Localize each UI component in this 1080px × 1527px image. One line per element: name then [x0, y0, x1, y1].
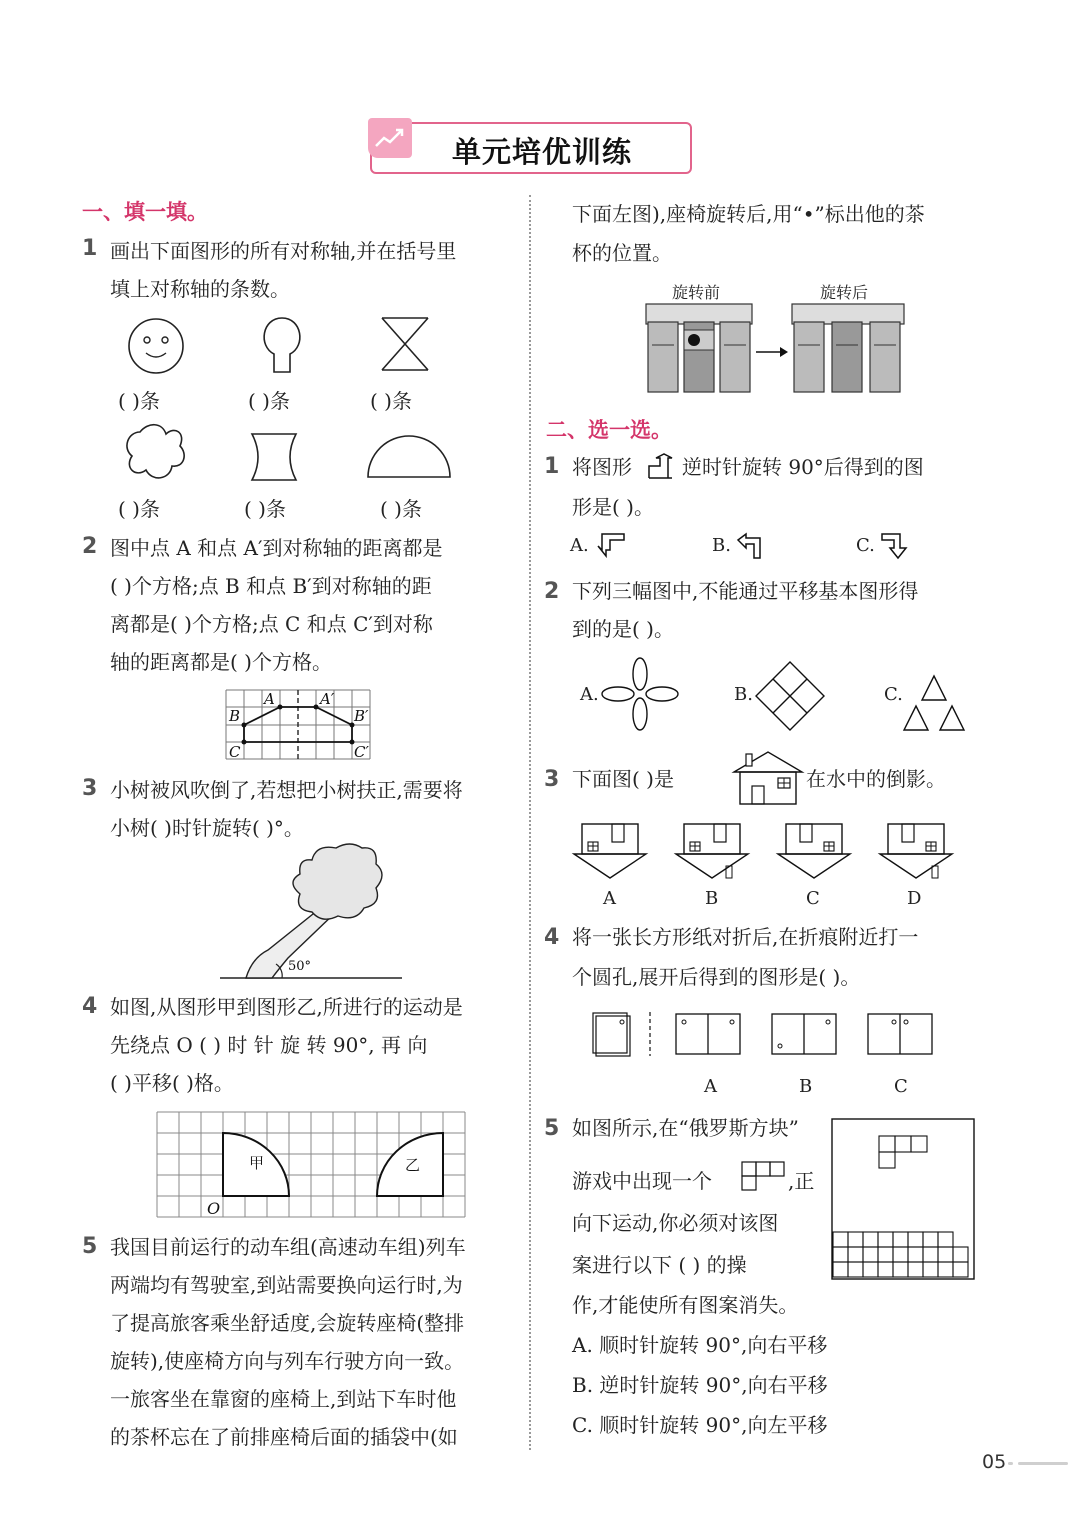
question-text: 作,才能使所有图案消失。: [572, 1293, 799, 1317]
question-text: 逆时针旋转 90°后得到的图: [682, 455, 924, 479]
question-text: 下面图( )是: [572, 767, 674, 791]
blank-count[interactable]: ( )条: [118, 497, 160, 521]
question-text: 小树被风吹倒了,若想把小树扶正,需要将: [110, 778, 463, 802]
option-label[interactable]: C: [806, 888, 820, 909]
label-jia: 甲: [249, 1154, 265, 1172]
question-number: 1: [82, 236, 98, 261]
question-text: 图中点 A 和点 A′到对称轴的距离都是: [110, 536, 443, 560]
tetris-board: [831, 1118, 975, 1280]
blank-count[interactable]: ( )条: [244, 497, 286, 521]
question-number: 4: [82, 994, 98, 1019]
question-text: 的茶杯忘在了前排座椅后面的插袋中(如: [110, 1425, 458, 1449]
grid-label: A′: [320, 690, 335, 708]
page-number-dot: [1008, 1462, 1013, 1465]
grid-label: A: [264, 690, 275, 708]
question-number: 1: [544, 454, 560, 479]
page-number: 05: [982, 1451, 1007, 1473]
option-label[interactable]: B: [799, 1076, 813, 1097]
grid-label: B′: [354, 707, 369, 725]
option-label[interactable]: D: [907, 888, 922, 909]
symmetry-grid: [226, 690, 372, 760]
option-a-shape[interactable]: [596, 532, 626, 558]
question-number: 2: [82, 534, 98, 559]
tetris-piece-inline: [740, 1160, 788, 1192]
question-number: 5: [82, 1234, 98, 1259]
option-label[interactable]: A: [704, 1076, 717, 1097]
question-text: 案进行以下 ( ) 的操: [572, 1253, 747, 1277]
option-a[interactable]: A.: [580, 684, 599, 705]
question-text: 在水中的倒影。: [806, 767, 946, 791]
spool-shape: [252, 434, 296, 480]
blank-count[interactable]: ( )条: [380, 497, 422, 521]
reflection-c: [778, 824, 850, 878]
question-text: ,正: [788, 1169, 815, 1193]
folded-paper: [593, 1013, 630, 1056]
option-b-diamonds[interactable]: [752, 660, 828, 734]
option-b-shape[interactable]: [736, 532, 766, 560]
question-text: 如图所示,在“俄罗斯方块”: [572, 1116, 799, 1140]
option-b[interactable]: B.: [734, 684, 753, 705]
section-heading-fill: 一、填一填。: [82, 200, 208, 224]
keyhole-shape: [264, 318, 300, 372]
page-title: 单元培优训练: [451, 135, 632, 169]
question-number: 3: [82, 776, 98, 801]
question-text: 离都是( )个方格;点 C 和点 C′到对称: [110, 612, 433, 636]
question-text: 如图,从图形甲到图形乙,所进行的运动是: [110, 995, 463, 1019]
question-text: 下面左图),座椅旋转后,用“•”标出他的茶: [572, 202, 925, 226]
option-c[interactable]: C. 顺时针旋转 90°,向左平移: [572, 1413, 828, 1437]
four-petal-shape: [127, 425, 184, 478]
question-number: 5: [544, 1116, 560, 1141]
question-text: 杯的位置。: [572, 241, 672, 265]
question-text: 两端均有驾驶室,到站需要换向运行时,为: [110, 1273, 463, 1297]
question-text: ( )个方格;点 B 和点 B′到对称轴的距: [110, 574, 432, 598]
question-text: 我国目前运行的动车组(高速动车组)列车: [110, 1235, 466, 1259]
section-heading-choose: 二、选一选。: [546, 418, 672, 442]
option-c-shape[interactable]: [880, 532, 910, 560]
option-label[interactable]: C: [894, 1076, 908, 1097]
seats-after: [792, 304, 904, 392]
reflection-a: [574, 824, 646, 878]
house-figure: [732, 750, 804, 806]
question-text: 填上对称轴的条数。: [110, 277, 290, 301]
label-yi: 乙: [405, 1156, 421, 1174]
fallen-tree-figure: [216, 840, 406, 982]
question-number: 4: [544, 925, 560, 950]
question-text: 下列三幅图中,不能通过平移基本图形得: [572, 579, 919, 603]
question-text: 轴的距离都是( )个方格。: [110, 650, 332, 674]
train-seats-figure: [644, 300, 916, 396]
unfolded-c: [868, 1014, 932, 1054]
option-label[interactable]: A: [603, 888, 616, 909]
angle-label: 50°: [288, 959, 312, 974]
unfolded-a: [676, 1014, 740, 1054]
question-number: 2: [544, 579, 560, 604]
question-number: 3: [544, 767, 560, 792]
grid-label: C: [229, 743, 241, 761]
reflection-b: [676, 824, 748, 878]
grid-label: C′: [354, 743, 369, 761]
option-b[interactable]: B. 逆时针旋转 90°,向右平移: [572, 1373, 828, 1397]
question-text: 向下运动,你必须对该图: [572, 1211, 779, 1235]
reflection-d: [880, 824, 952, 878]
question-text: 一旅客坐在靠窗的座椅上,到站下车时他: [110, 1387, 457, 1411]
option-c[interactable]: C.: [884, 684, 903, 705]
option-b[interactable]: B.: [712, 535, 731, 556]
rotation-grid: [157, 1112, 467, 1220]
blank-count[interactable]: ( )条: [118, 389, 160, 413]
seats-before: [646, 304, 752, 392]
semicircle-shape: [368, 436, 450, 477]
option-a[interactable]: A. 顺时针旋转 90°,向右平移: [572, 1333, 828, 1357]
question-text: 将图形: [572, 455, 632, 479]
question-text: 个圆孔,展开后得到的图形是( )。: [572, 965, 861, 989]
question-text: 了提高旅客乘坐舒适度,会旋转座椅(整排: [110, 1311, 465, 1335]
question-text: 形是( )。: [572, 495, 654, 519]
question-text: 到的是( )。: [572, 617, 674, 641]
blank-count[interactable]: ( )条: [248, 389, 290, 413]
folded-paper-options[interactable]: [592, 1010, 942, 1058]
label-before: 旋转前: [672, 283, 721, 302]
reflection-options[interactable]: [572, 822, 952, 882]
option-c[interactable]: C.: [856, 535, 875, 556]
option-label[interactable]: B: [705, 888, 719, 909]
blank-count[interactable]: ( )条: [370, 389, 412, 413]
question-text: 将一张长方形纸对折后,在折痕附近打一: [572, 925, 919, 949]
unfolded-b: [772, 1014, 836, 1054]
smiley-shape: [129, 319, 183, 373]
hourglass-shape: [382, 318, 428, 370]
question-text: ( )平移( )格。: [110, 1071, 234, 1095]
grid-label: B: [229, 707, 241, 725]
l-shape-figure: [646, 454, 676, 480]
question-text: 先绕点 O ( ) 时 针 旋 转 90°, 再 向: [110, 1033, 428, 1057]
label-o: O: [207, 1199, 221, 1218]
question-text: 画出下面图形的所有对称轴,并在括号里: [110, 239, 457, 263]
option-a[interactable]: A.: [570, 535, 589, 556]
label-after: 旋转后: [820, 283, 869, 302]
option-c-triangles[interactable]: [900, 672, 970, 734]
option-a-petals[interactable]: [600, 656, 680, 732]
page-number-bar: [1018, 1462, 1068, 1465]
question-text: 游戏中出现一个: [572, 1169, 712, 1193]
question-text: 小树( )时针旋转( )°。: [110, 816, 304, 840]
question-text: 旋转),使座椅方向与列车行驶方向一致。: [110, 1349, 465, 1373]
